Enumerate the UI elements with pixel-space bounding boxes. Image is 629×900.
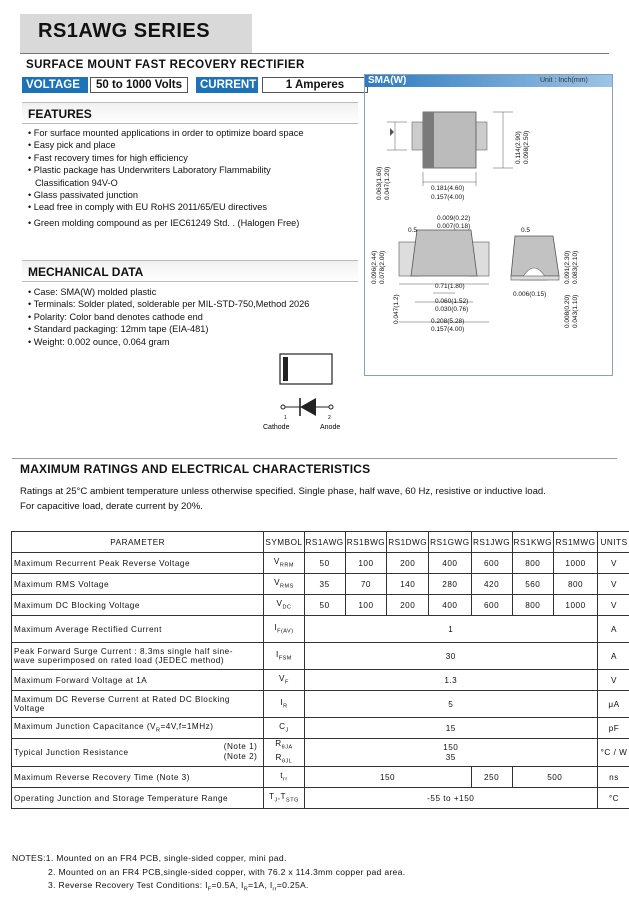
value-cell: 100 — [345, 595, 387, 616]
list-item-continuation: Classification 94V-O — [35, 177, 118, 188]
header-cell: RS1JWG — [471, 532, 512, 553]
dim-label: 0.083(2.10) — [572, 250, 579, 284]
page-subtitle: SURFACE MOUNT FAST RECOVERY RECTIFIER — [26, 59, 305, 71]
mechanical-heading: MECHANICAL DATA — [22, 260, 358, 282]
unit-cell: A — [598, 616, 629, 643]
value-cell: 800 — [554, 574, 598, 595]
symbol-cell: $V_{RMS}$ — [264, 574, 304, 595]
dim-label: 0.008(0.20) — [564, 294, 571, 328]
list-item: • Glass passivated junction — [28, 189, 303, 201]
dim-label: 0.71(1.80) — [435, 283, 465, 290]
value-cell: 150 35 — [304, 739, 598, 767]
value-cell: 35 — [304, 574, 345, 595]
value-cell: 560 — [512, 574, 554, 595]
value-cell: 200 — [387, 553, 429, 574]
list-item: • Case: SMA(W) molded plastic — [28, 286, 309, 298]
page-title: RS1AWG SERIES — [38, 20, 211, 42]
value-cell: 140 — [387, 574, 429, 595]
header-cell: RS1AWG — [304, 532, 345, 553]
cathode-label: Cathode — [263, 424, 290, 431]
value-cell: 30 — [304, 643, 598, 670]
value-cell: 800 — [512, 595, 554, 616]
param-name: Typical Junction Resistance (Note 1) (Note 2) — [12, 739, 264, 767]
unit-cell: pF — [598, 718, 629, 739]
value-cell: 400 — [429, 595, 471, 616]
value-cell: 15 — [304, 718, 598, 739]
list-item: • Polarity: Color band denotes cathode end — [28, 311, 309, 323]
value-cell: 500 — [512, 767, 597, 788]
dim-label: 0.157(4.00) — [431, 194, 465, 201]
value-cell: 1 — [304, 616, 598, 643]
param-name: Maximum Reverse Recovery Time (Note 3) — [12, 767, 264, 788]
param-name: Maximum Forward Voltage at 1A — [12, 670, 264, 691]
dim-label: 0.096(2.44) — [371, 250, 378, 284]
current-label: CURRENT — [196, 77, 258, 93]
body-side-view — [411, 230, 477, 276]
header-cell: RS1KWG — [512, 532, 554, 553]
pin-1-label: 1 — [284, 415, 287, 421]
param-name: Maximum DC Blocking Voltage — [12, 595, 264, 616]
lead-right — [475, 122, 487, 150]
dim-label: 0.091(2.30) — [564, 250, 571, 284]
table-row — [12, 616, 629, 643]
symbol-cell: $I_{FSM}$ — [264, 643, 304, 670]
param-name: Maximum RMS Voltage — [12, 574, 264, 595]
diode-symbol — [300, 398, 316, 416]
dim-label: 0.098(2.50) — [523, 130, 530, 164]
cathode-band — [423, 112, 434, 168]
value-cell: 1.3 — [304, 670, 598, 691]
unit-cell: V — [598, 553, 629, 574]
unit-cell: μA — [598, 691, 629, 718]
value-cell: -55 to +150 — [304, 788, 598, 809]
list-item: • Green molding compound as per IEC61249 Std. . (Halogen Free) — [28, 217, 303, 229]
value-cell: 1000 — [554, 553, 598, 574]
table-row — [12, 767, 629, 788]
param-name: Maximum DC Reverse Current at Rated DC Blocking Voltage — [12, 691, 264, 718]
list-item: • For surface mounted applications in order to optimize board space — [28, 127, 303, 139]
anode-label: Anode — [320, 424, 341, 431]
current-value: 1 Amperes — [262, 77, 368, 93]
value-cell: 5 — [304, 691, 598, 718]
dim-label: 0.114(2.90) — [515, 131, 522, 164]
ratings-heading: MAXIMUM RATINGS AND ELECTRICAL CHARACTERISTICS — [20, 462, 371, 476]
list-item: • Easy pick and place — [28, 139, 303, 151]
value-cell: 1000 — [554, 595, 598, 616]
voltage-label: VOLTAGE — [22, 77, 88, 93]
dim-label: 0.208(5.28) — [431, 318, 465, 325]
list-item: • Terminals: Solder plated, solderable per MIL-STD-750,Method 2026 — [28, 298, 309, 310]
value-cell: 50 — [304, 595, 345, 616]
header-cell: UNITS — [598, 532, 629, 553]
dim-label: 0.007(0.18) — [437, 223, 471, 230]
value-cell: 250 — [471, 767, 512, 788]
header-cell: PARAMETER — [12, 532, 264, 553]
note-1: NOTES:1. Mounted on an FR4 PCB, single-sided copper, mini pad. — [12, 853, 287, 863]
symbol-cell: $I_{F(AV)}$ — [264, 616, 304, 643]
value-cell: 280 — [429, 574, 471, 595]
value-cell: 100 — [345, 553, 387, 574]
unit-cell: A — [598, 643, 629, 670]
table-row — [12, 739, 629, 767]
value-cell: 200 — [387, 595, 429, 616]
features-heading: FEATURES — [22, 102, 358, 124]
dim-label: 0.030(0.76) — [435, 306, 469, 313]
table-row — [12, 670, 629, 691]
dim-label: 0.047(1.2) — [393, 294, 400, 324]
mechanical-list — [28, 286, 309, 348]
features-list — [28, 127, 303, 229]
note-2: 2. Mounted on an FR4 PCB,single-sided copper, with 76.2 x 114.3mm copper pad area. — [48, 866, 406, 877]
dim-label: 0.006(0.15) — [513, 291, 547, 298]
value-cell: 50 — [304, 553, 345, 574]
dim-label: 0.5 — [408, 227, 418, 234]
header-cell: RS1MWG — [554, 532, 598, 553]
list-item: • Plastic package has Underwriters Laboratory Flammability Classification 94V-O — [28, 164, 303, 189]
header-cell: RS1BWG — [345, 532, 387, 553]
unit-cell: °C / W — [598, 739, 629, 767]
unit-cell: V — [598, 595, 629, 616]
symbol-cell: $T_J,T_{STG}$ — [264, 788, 304, 809]
unit-cell: V — [598, 574, 629, 595]
value-cell: 400 — [429, 553, 471, 574]
dim-label: 0.078(2.00) — [379, 250, 386, 284]
list-item: • Fast recovery times for high efficiency — [28, 152, 303, 164]
param-name: Maximum Average Rectified Current — [12, 616, 264, 643]
dim-label: 0.181(4.60) — [431, 185, 465, 192]
list-item: • Lead free in comply with EU RoHS 2011/65/EU directives — [28, 201, 303, 213]
value-cell: 70 — [345, 574, 387, 595]
value-cell: 800 — [512, 553, 554, 574]
symbol-cell: $t_{rr}$ — [264, 767, 304, 788]
cathode-terminal — [281, 405, 285, 409]
value-cell: 420 — [471, 574, 512, 595]
symbol-cell: $C_J$ — [264, 718, 304, 739]
value-cell: 150 — [304, 767, 471, 788]
symbol-cell: $V_F$ — [264, 670, 304, 691]
list-item: • Weight: 0.002 ounce, 0.064 gram — [28, 336, 309, 348]
package-drawing — [365, 88, 612, 375]
dim-label: 0.5 — [521, 227, 531, 234]
dim-label: 0.047(1.20) — [384, 166, 391, 200]
ratings-table — [11, 531, 629, 809]
lead-left — [412, 122, 424, 150]
table-row — [12, 595, 629, 616]
dim-label: 0.009(0.22) — [437, 215, 471, 222]
ratings-note: Ratings at 25°C ambient temperature unless otherwise specified. Single phase, half wave, 60 Hz, resistive or inductive load. For capacitive load, derate current by 20%. — [20, 486, 546, 512]
ratings-divider — [12, 458, 617, 459]
param-name: Maximum Junction Capacitance $(V_R=4V,f=1MHz)$ — [12, 718, 264, 739]
note-3: 3. Reverse Recovery Test Conditions: $I_F=0.5A$, $I_R=1A$, $I_{rr}=0.25A$. — [48, 880, 309, 893]
cathode-band-mark — [283, 357, 288, 381]
unit-cell: V — [598, 670, 629, 691]
table-row — [12, 574, 629, 595]
table-row — [12, 788, 629, 809]
dim-label: 0.060(1.52) — [435, 298, 469, 305]
list-item: • Standard packaging: 12mm tape (EIA-481) — [28, 323, 309, 335]
notes — [12, 852, 405, 897]
param-name: Operating Junction and Storage Temperature Range — [12, 788, 264, 809]
package-name: SMA(W) — [368, 75, 407, 86]
table-header-row — [12, 532, 629, 553]
value-cell: 600 — [471, 553, 512, 574]
symbol-cell: $I_R$ — [264, 691, 304, 718]
dim-label: 0.043(1.10) — [572, 294, 579, 328]
unit-cell: ns — [598, 767, 629, 788]
dim-label: 0.157(4.00) — [431, 326, 465, 333]
unit-cell: °C — [598, 788, 629, 809]
param-name: Maximum Recurrent Peak Reverse Voltage — [12, 553, 264, 574]
symbol-cell: $V_{RRM}$ — [264, 553, 304, 574]
pin-2-label: 2 — [328, 415, 331, 421]
dim-label: 0.063(1.60) — [376, 166, 383, 200]
symbol-cell: $R_{\theta JA}$ $R_{\theta JL}$ — [264, 739, 304, 767]
anode-terminal — [329, 405, 333, 409]
table-row — [12, 691, 629, 718]
header-cell: RS1DWG — [387, 532, 429, 553]
title-divider — [20, 53, 609, 54]
table-row — [12, 643, 629, 670]
header-cell: RS1GWG — [429, 532, 471, 553]
polarity-diagram — [262, 350, 362, 432]
header-cell: SYMBOL — [264, 532, 304, 553]
table-row — [12, 718, 629, 739]
package-unit: Unit : Inch(mm) — [540, 77, 588, 84]
table-row — [12, 553, 629, 574]
param-name: Peak Forward Surge Current : 8.3ms single half sine- wave superimposed on rated load (JEDEC method) — [12, 643, 264, 670]
value-cell: 600 — [471, 595, 512, 616]
voltage-value: 50 to 1000 Volts — [90, 77, 188, 93]
symbol-cell: $V_{DC}$ — [264, 595, 304, 616]
